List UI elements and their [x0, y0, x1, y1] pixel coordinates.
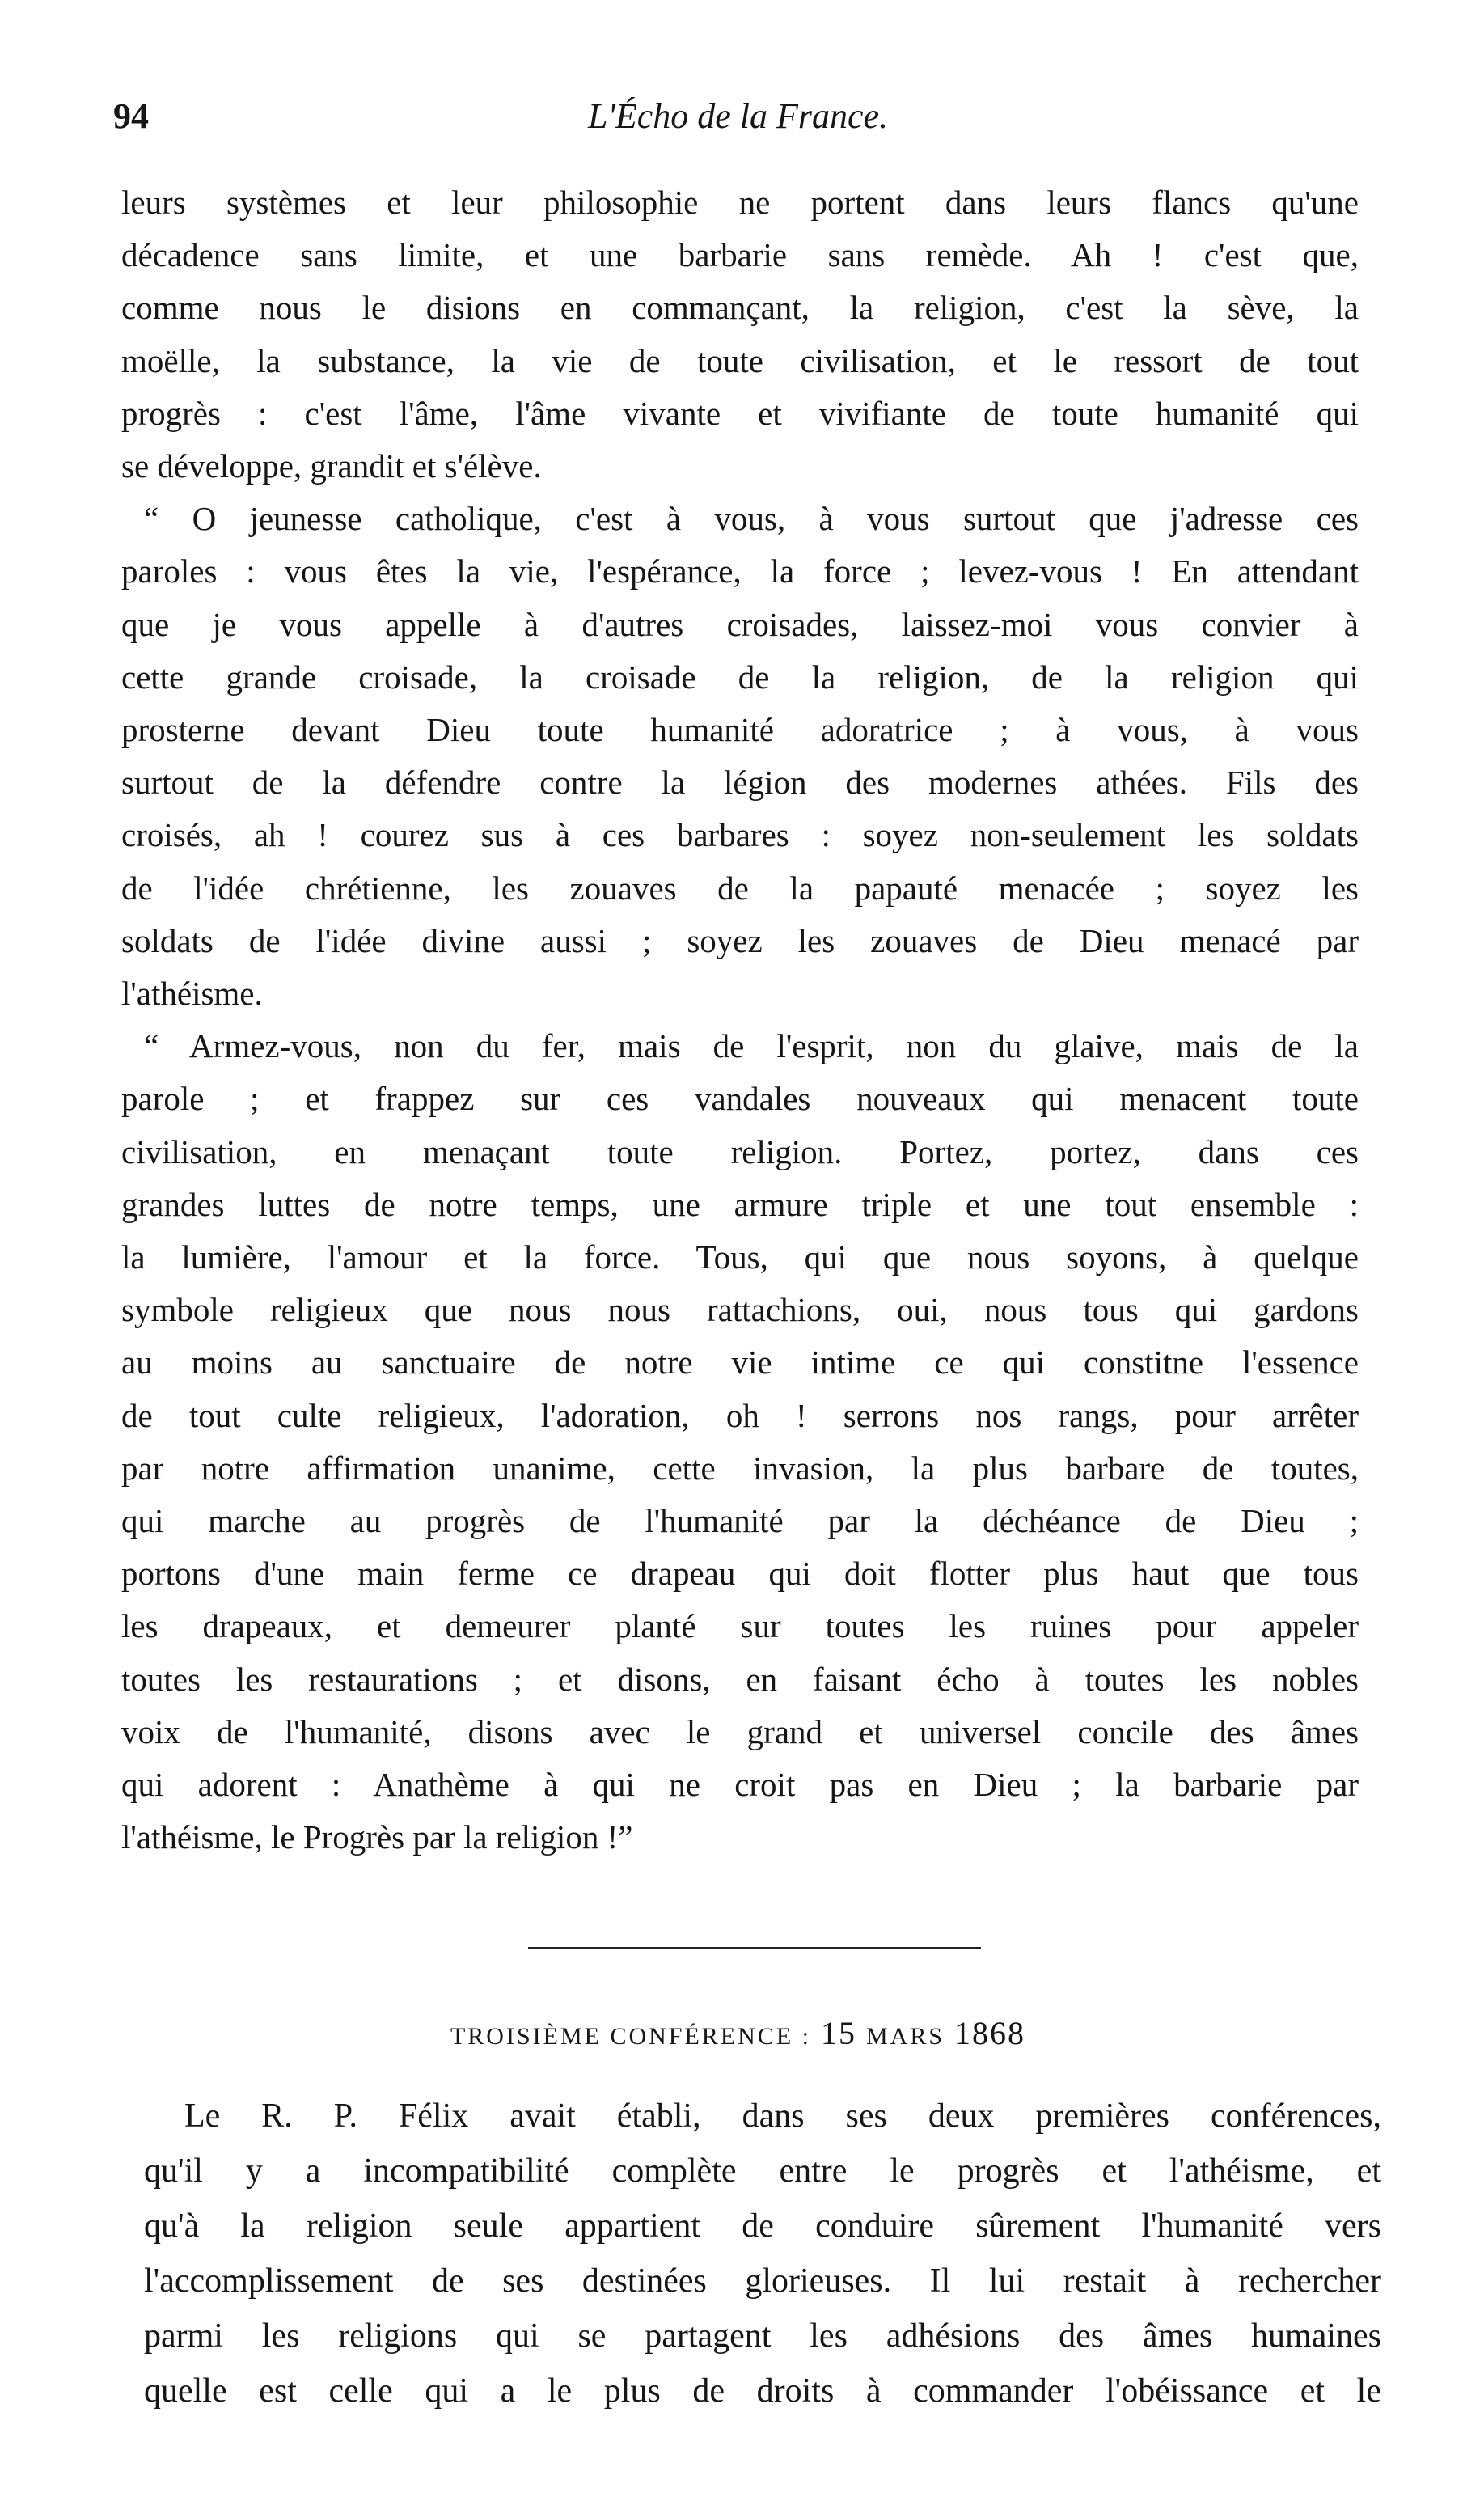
section-heading-year: 1868 — [954, 2015, 1026, 2051]
text-line: cette grande croisade, la croisade de la religion, de la religion qui — [121, 658, 1359, 696]
text-line: grandes luttes de notre temps, une armure triple et une tout ensemble : — [121, 1185, 1359, 1223]
text-line: qu'il y a incompatibilité complète entre le progrès et l'athéisme, et — [144, 2152, 1381, 2190]
text-line: surtout de la défendre contre la légion des modernes athées. Fils des — [121, 764, 1359, 802]
text-line: décadence sans limite, et une barbarie sans remède. Ah ! c'est que, — [121, 236, 1359, 274]
section-heading-day: 15 — [820, 2015, 856, 2051]
section-heading-month: MARS — [865, 2023, 945, 2050]
text-line: croisés, ah ! courez sus à ces barbares : soyez non-seulement les soldats — [121, 816, 1359, 854]
text-line: par notre affirmation unanime, cette invasion, la plus barbare de toutes, — [121, 1449, 1359, 1487]
paragraph-2 — [121, 493, 1359, 1020]
text-line: qui adorent : Anathème à qui ne croit pas en Dieu ; la barbarie par — [121, 1766, 1359, 1804]
paragraph-3 — [121, 1020, 1359, 1864]
text-line: voix de l'humanité, disons avec le grand et universel concile des âmes — [121, 1712, 1359, 1750]
paragraph-1 — [121, 176, 1359, 493]
text-line: se développe, grandit et s'élève. — [121, 447, 542, 485]
text-line: parole ; et frappez sur ces vandales nouveaux qui menacent toute — [121, 1080, 1359, 1118]
page-header — [113, 95, 1363, 144]
section-paragraph — [144, 2089, 1381, 2419]
text-line: prosterne devant Dieu toute humanité adoratrice ; à vous, à vous — [121, 711, 1359, 749]
text-line: moëlle, la substance, la vie de toute civilisation, et le ressort de tout — [121, 341, 1359, 379]
text-line: quelle est celle qui a le plus de droits à commander l'obéissance et le — [144, 2372, 1381, 2410]
text-line: symbole religieux que nous nous rattachions, oui, nous tous qui gardons — [121, 1291, 1359, 1329]
text-line: soldats de l'idée divine aussi ; soyez les zouaves de Dieu menacé par — [121, 921, 1359, 959]
section-divider — [528, 1947, 981, 1949]
text-line: l'athéisme, le Progrès par la religion !” — [121, 1818, 633, 1856]
text-line: parmi les religions qui se partagent les adhésions des âmes humaines — [144, 2317, 1381, 2355]
section-body — [144, 2089, 1381, 2419]
page-number: 94 — [113, 96, 149, 136]
text-line: “ O jeunesse catholique, c'est à vous, à vous surtout que j'adresse ces — [144, 500, 1359, 538]
text-line: toutes les restaurations ; et disons, en faisant écho à toutes les nobles — [121, 1660, 1359, 1698]
text-line: Le R. P. Félix avait établi, dans ses deux premières conférences, — [184, 2097, 1381, 2135]
text-line: qui marche au progrès de l'humanité par la déchéance de Dieu ; — [121, 1502, 1359, 1540]
text-line: de tout culte religieux, l'adoration, oh ! serrons nos rangs, pour arrêter — [121, 1396, 1359, 1434]
text-line: que je vous appelle à d'autres croisades, laissez-moi vous convier à — [121, 605, 1359, 643]
section-heading — [113, 2014, 1363, 2052]
text-line: comme nous le disions en commançant, la religion, c'est la sève, la — [121, 289, 1359, 327]
text-line: paroles : vous êtes la vie, l'espérance, la force ; levez-vous ! En attendant — [121, 552, 1359, 590]
text-line: la lumière, l'amour et la force. Tous, qui que nous soyons, à quelque — [121, 1238, 1359, 1276]
section-heading-prefix: TROISIÈME CONFÉRENCE : — [450, 2023, 811, 2050]
running-title: L'Écho de la France. — [587, 96, 889, 136]
text-line: l'athéisme. — [121, 975, 263, 1013]
text-line: qu'à la religion seule appartient de conduire sûrement l'humanité vers — [144, 2207, 1381, 2245]
text-line: les drapeaux, et demeurer planté sur toutes les ruines pour appeler — [121, 1607, 1359, 1645]
text-line: portons d'une main ferme ce drapeau qui doit flotter plus haut que tous — [121, 1555, 1359, 1593]
text-line: l'accomplissement de ses destinées glorieuses. Il lui restait à rechercher — [144, 2262, 1381, 2300]
text-line: au moins au sanctuaire de notre vie intime ce qui constitne l'essence — [121, 1344, 1359, 1382]
text-line: leurs systèmes et leur philosophie ne portent dans leurs flancs qu'une — [121, 184, 1359, 221]
text-line: progrès : c'est l'âme, l'âme vivante et vivifiante de toute humanité qui — [121, 394, 1359, 432]
text-line: de l'idée chrétienne, les zouaves de la papauté menacée ; soyez les — [121, 869, 1359, 907]
body-text — [121, 176, 1359, 1864]
text-line: “ Armez-vous, non du fer, mais de l'esprit, non du glaive, mais de la — [144, 1027, 1359, 1065]
text-line: civilisation, en menaçant toute religion. Portez, portez, dans ces — [121, 1132, 1359, 1170]
